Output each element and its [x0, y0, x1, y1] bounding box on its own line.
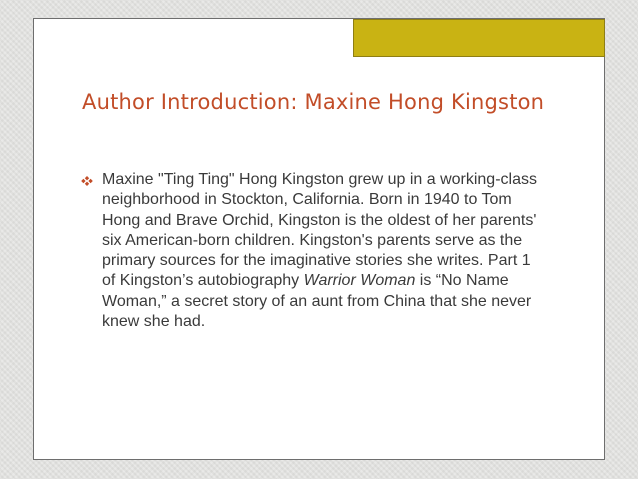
slide-title: Author Introduction: Maxine Hong Kingston: [82, 90, 545, 114]
diamond-bullet-icon: [80, 170, 94, 192]
bullet-text-part2: is “No Name Woman,” a secret story of an aunt from China that she never knew she had.: [102, 272, 532, 331]
book-title: Warrior Woman: [303, 272, 416, 290]
accent-bar: [353, 19, 605, 57]
bullet-item: [80, 170, 550, 332]
bullet-text-part1: Maxine "Ting Ting" Hong Kingston grew up in a working-class neighborhood in Stockton, California. Born in 1940 to Tom Hong and Brave Orchid, Kingston is the oldest of her parents' six American-born children. Kingston's parents serve as the primary sources for the imaginative stories she writes. Part 1 of Kingston’s autobiography: [102, 171, 537, 290]
bullet-text: [102, 170, 547, 332]
